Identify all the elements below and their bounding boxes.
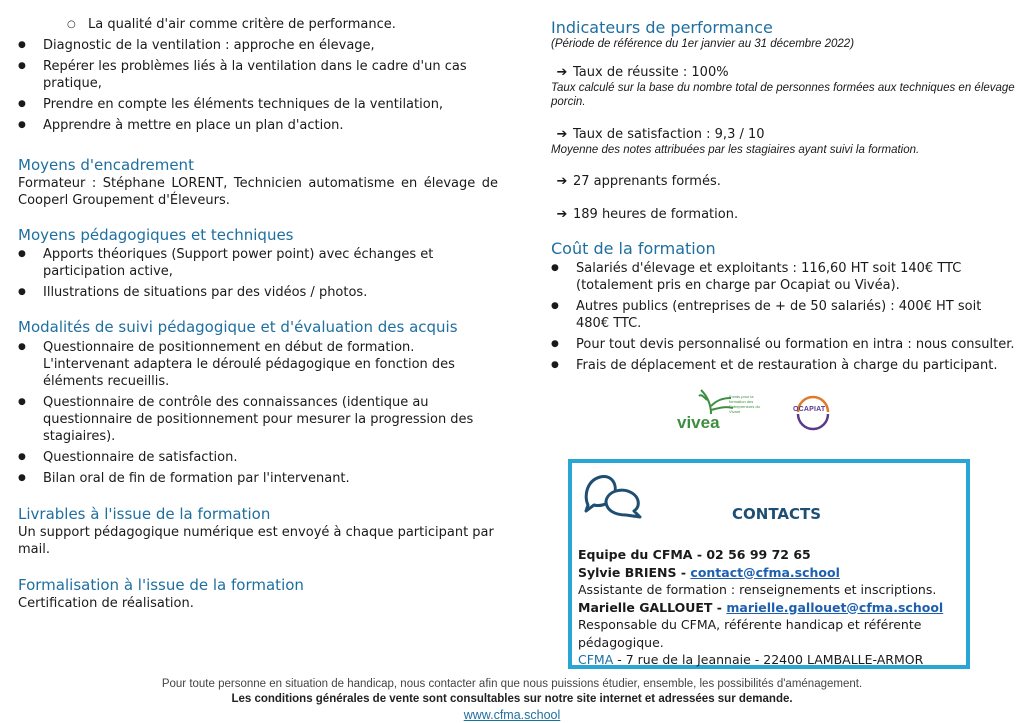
list-item: ● Frais de déplacement et de restauration à charge du participant.	[551, 357, 1017, 374]
equipe-line: Equipe du CFMA - 02 56 99 72 65	[578, 547, 811, 562]
address-line: CFMA - 7 rue de la Jeannaie - 22400 LAMBALLE-ARMOR	[578, 652, 924, 667]
indicateurs-period: (Période de référence du 1er janvier au 31 décembre 2022)	[551, 38, 855, 50]
gallouet-email-link[interactable]: marielle.gallouet@cfma.school	[726, 599, 944, 615]
encadrement-text: Formateur : Stéphane LORENT, Technicien automatisme en élevage de Cooperl Groupement d'Éleveurs.	[18, 176, 498, 208]
indicateurs-heading: Indicateurs de performance	[551, 18, 773, 37]
suivi-list	[18, 339, 498, 487]
list-item: ● Pour tout devis personnalisé ou formation en intra : nous consulter.	[551, 336, 1017, 353]
list-item: ● Repérer les problèmes liés à la ventilation dans le cadre d'un cas pratique,	[18, 58, 498, 92]
list-item: ● Illustrations de situations par des vidéos / photos.	[18, 284, 498, 301]
vivea-logo: vivea Fonds pour la formation des Entrepreneurs du Vivant	[677, 386, 767, 436]
footer-website-link[interactable]: www.cfma.school	[463, 708, 561, 722]
list-item: ● Questionnaire de positionnement en début de formation. L'intervenant adaptera le déroulé pédagogique en fonction des éléments recueillis.	[18, 339, 498, 390]
contact-email-link[interactable]: contact@cfma.school	[690, 564, 840, 580]
list-item: ● Questionnaire de satisfaction.	[18, 449, 498, 466]
contact-box	[568, 459, 970, 669]
cout-heading: Coût de la formation	[551, 239, 716, 258]
contacts-body	[578, 546, 963, 669]
satisfaction-line: ➔ Taux de satisfaction : 9,3 / 10	[551, 126, 1017, 143]
arrow-icon: ➔	[556, 174, 568, 189]
satisfaction-note: Moyenne des notes attribuées par les stagiaires ayant suivi la formation.	[551, 144, 920, 156]
arrow-icon: ➔	[556, 207, 568, 222]
pedagogiques-list	[18, 246, 498, 301]
footer-conditions: Les conditions générales de vente sont consultables sur notre site internet et adressées sur demande.	[231, 693, 793, 705]
heures-line: ➔ 189 heures de formation.	[551, 206, 1017, 223]
list-item: ● Apprendre à mettre en place un plan d'action.	[18, 117, 498, 134]
left-column	[18, 0, 498, 612]
arrow-icon: ➔	[556, 127, 568, 142]
list-item: ● Prendre en compte les éléments techniques de la ventilation,	[18, 96, 498, 113]
formalisation-heading: Formalisation à l'issue de la formation	[18, 576, 304, 594]
right-column	[551, 0, 1017, 378]
footer	[0, 677, 1024, 723]
contact-1-role: Assistante de formation : renseignements et inscriptions.	[578, 582, 937, 597]
cout-list	[551, 260, 1017, 374]
footer-accessibility: Pour toute personne en situation de handicap, nous contacter afin que nous puissions étudier, ensemble, les possibilités d'aménagement.	[161, 678, 863, 690]
list-item: ● Salariés d'élevage et exploitants : 116,60 HT soit 140€ TTC (totalement pris en charge par Ocapiat ou Vivéa).	[551, 260, 1017, 294]
contact-2-role: Responsable du CFMA, référente handicap et référente pédagogique.	[578, 617, 922, 650]
chat-bubbles-icon	[582, 471, 646, 521]
livrables-text: Un support pédagogique numérique est envoyé à chaque participant par mail.	[18, 525, 494, 557]
formalisation-text: Certification de réalisation.	[18, 596, 194, 611]
reussite-line: ➔ Taux de réussite : 100%	[551, 64, 1017, 81]
contacts-title: CONTACTS	[732, 505, 822, 523]
list-item: ● Bilan oral de fin de formation par l'intervenant.	[18, 470, 498, 487]
pedagogiques-heading: Moyens pédagogiques et techniques	[18, 226, 294, 244]
list-item: ● Questionnaire de contrôle des connaissances (identique au questionnaire de positionnement pour mesurer la progression des stagiaires).	[18, 394, 498, 445]
list-item: ● Autres publics (entreprises de + de 50 salariés) : 400€ HT soit 480€ TTC.	[551, 298, 1017, 332]
ocapiat-logo: OCAPIAT	[792, 392, 834, 432]
objectives-list	[18, 37, 498, 134]
sub-list-item: ○ La qualité d'air comme critère de performance.	[18, 16, 498, 33]
reussite-note: Taux calculé sur la base du nombre total de personnes formées aux techniques en élevage porcin.	[551, 82, 1015, 108]
contact-1: Sylvie BRIENS - contact@cfma.school	[578, 564, 840, 580]
apprenants-line: ➔ 27 apprenants formés.	[551, 173, 1017, 190]
suivi-heading: Modalités de suivi pédagogique et d'évaluation des acquis	[18, 318, 458, 336]
list-item: ● Diagnostic de la ventilation : approche en élevage,	[18, 37, 498, 54]
encadrement-heading: Moyens d'encadrement	[18, 156, 194, 174]
livrables-heading: Livrables à l'issue de la formation	[18, 505, 271, 523]
contact-2: Marielle GALLOUET - marielle.gallouet@cfma.school	[578, 599, 944, 615]
list-item: ● Apports théoriques (Support power point) avec échanges et participation active,	[18, 246, 498, 280]
arrow-icon: ➔	[556, 65, 568, 80]
